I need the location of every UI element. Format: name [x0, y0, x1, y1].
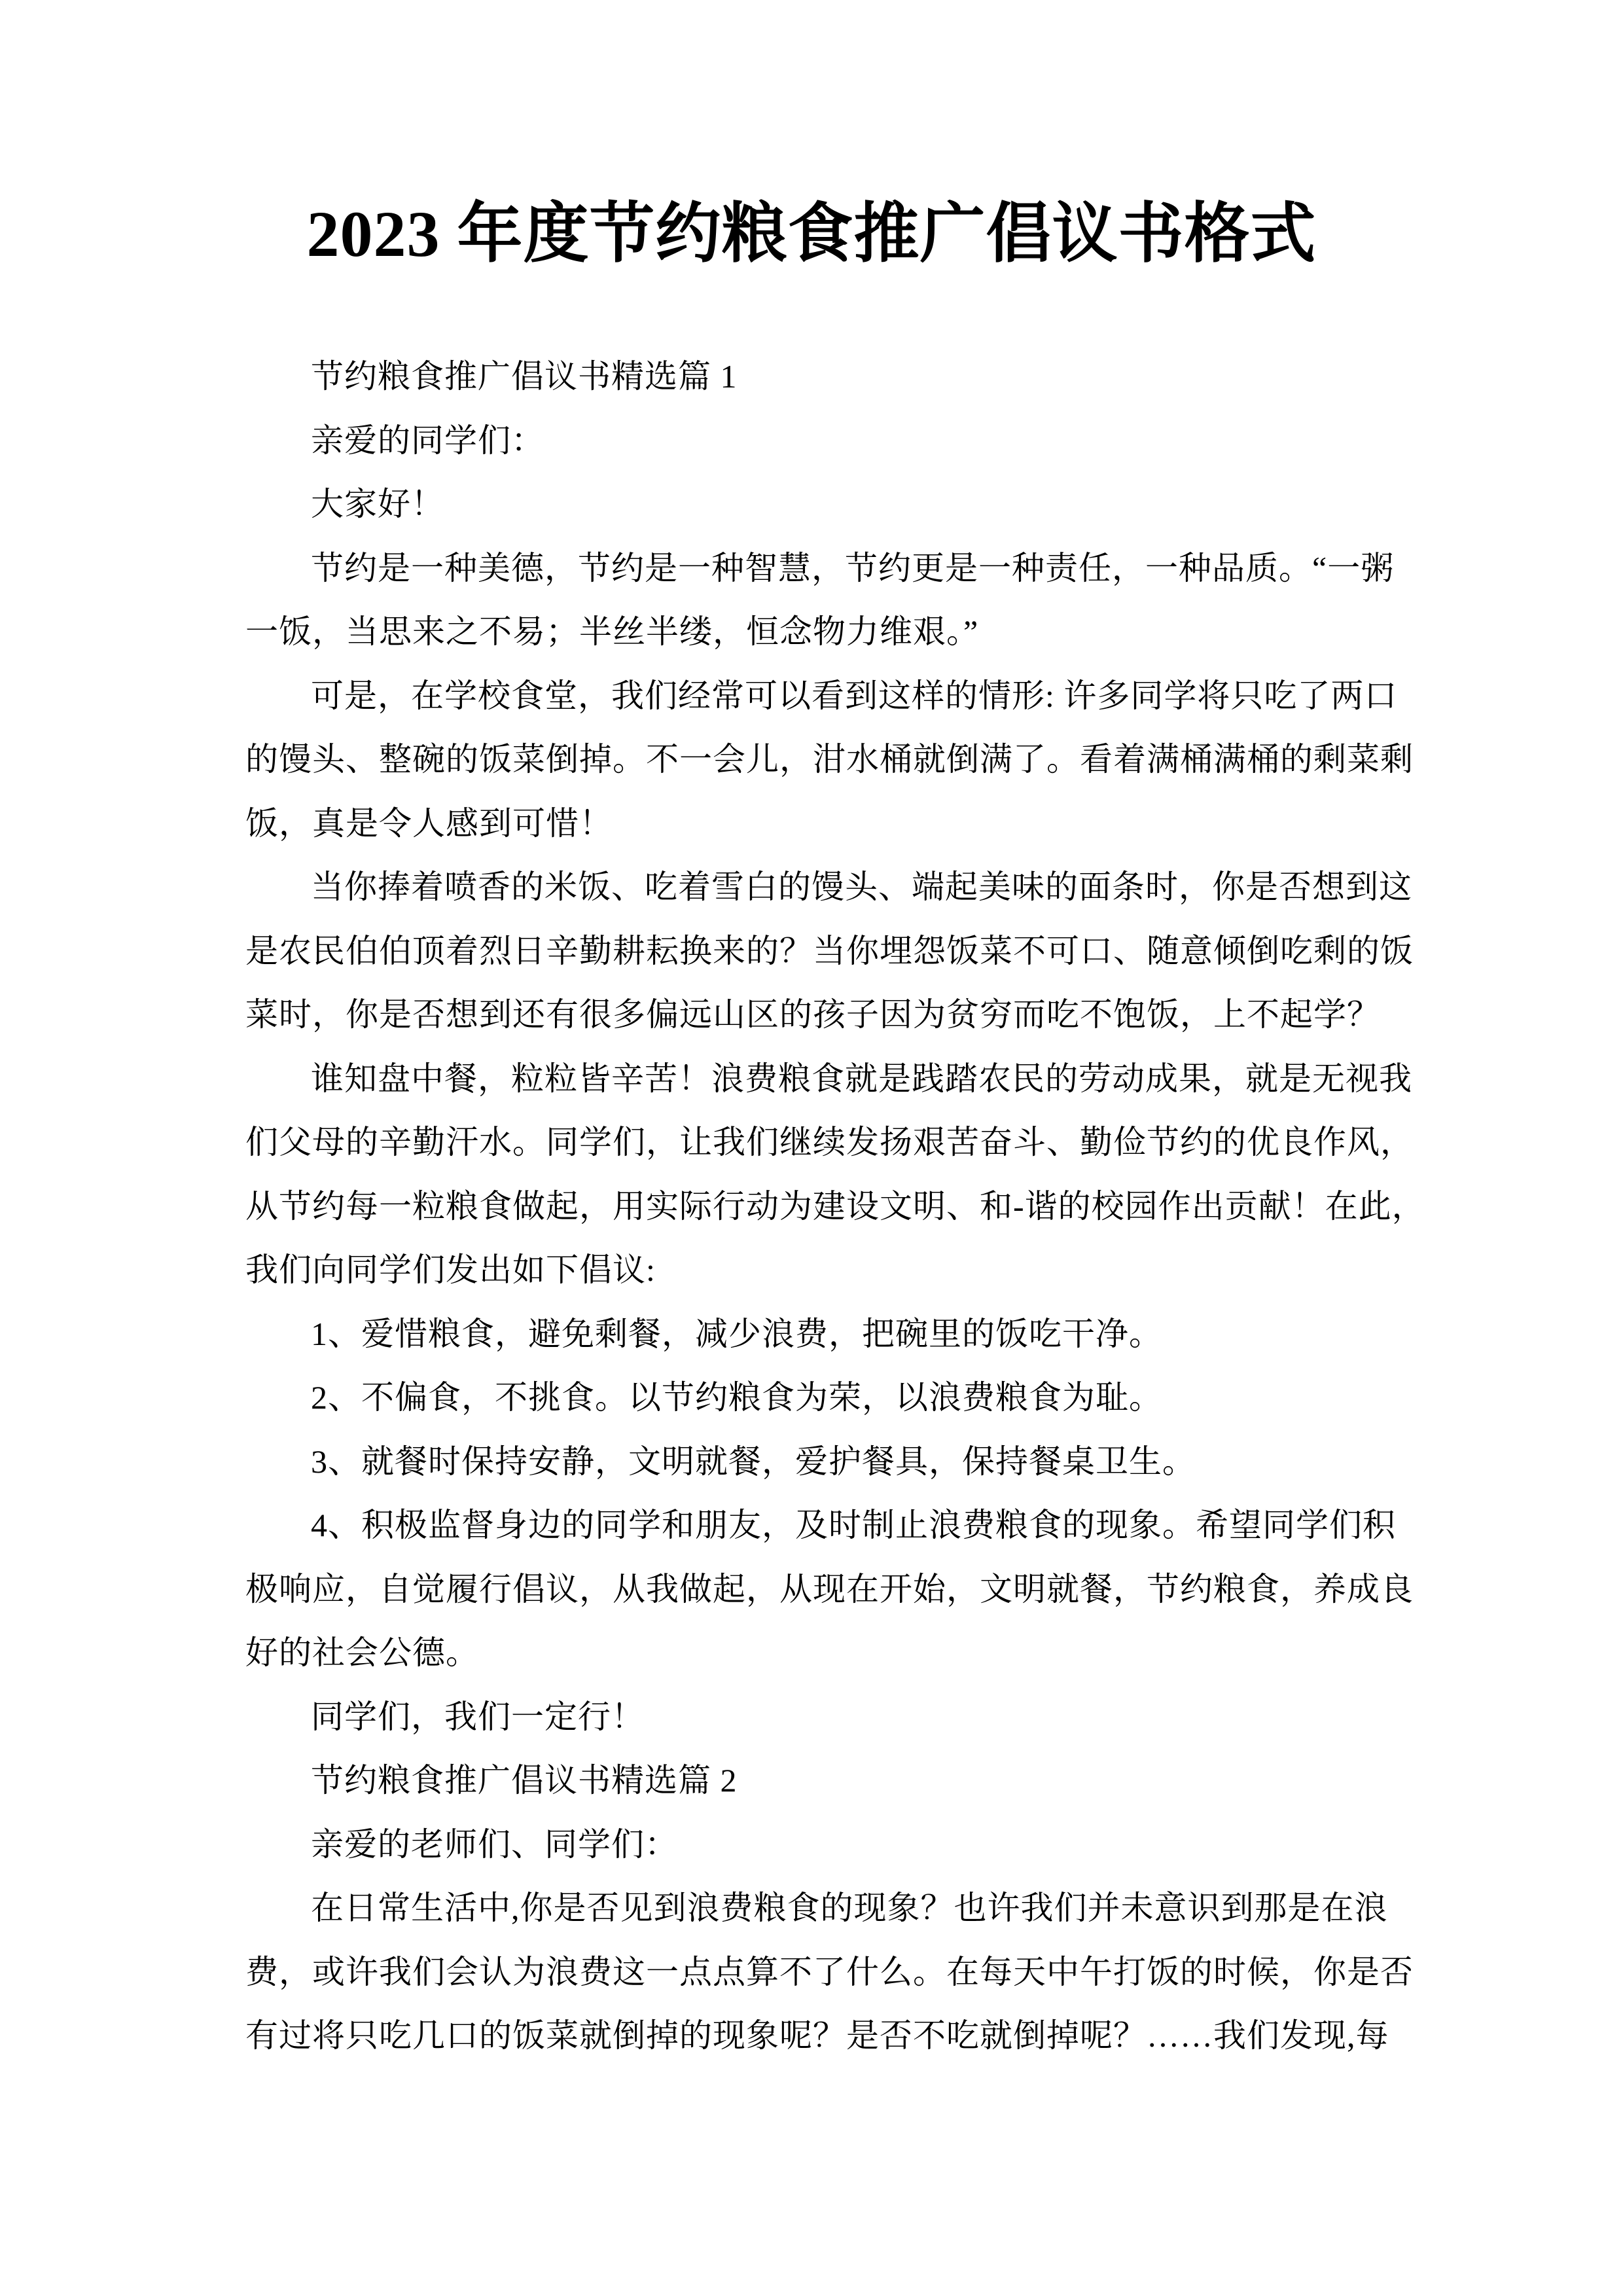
document-title: 2023 年度节约粮食推广倡议书格式 — [306, 198, 1317, 270]
text-line: 费，或许我们会认为浪费这一点点算不了什么。在每天中午打饭的时候，你是否 — [245, 1953, 1414, 1990]
text-line: 饭，真是令人感到可惜！ — [245, 804, 613, 842]
text-line: 当你捧着喷香的米饭、吃着雪白的馒头、端起美味的面条时，你是否想到这 — [311, 869, 1412, 905]
text-line: 极响应，自觉履行倡议，从我做起，从现在开始，文明就餐，节约粮食，养成良 — [245, 1570, 1414, 1607]
text-line: 的馒头、整碗的饭菜倒掉。不一会儿，泔水桶就倒满了。看着满桶满桶的剩菜剩 — [245, 741, 1414, 778]
text-line: 节约是一种美德，节约是一种智慧，节约更是一种责任，一种品质。“一粥 — [311, 549, 1395, 586]
text-line: 亲爱的同学们： — [311, 422, 544, 459]
document-body — [245, 345, 1425, 2068]
text-line: 是农民伯伯顶着烈日辛勤耕耘换来的？当你埋怨饭菜不可口、随意倾倒吃剩的饭 — [245, 932, 1414, 969]
text-line: 2、不偏食，不挑食。以节约粮食为荣，以浪费粮食为耻。 — [311, 1379, 1162, 1416]
text-line: 在日常生活中,你是否见到浪费粮食的现象？也许我们并未意识到那是在浪 — [311, 1890, 1388, 1926]
text-line: 谁知盘中餐，粒粒皆辛苦！浪费粮食就是践踏农民的劳动成果，就是无视我 — [311, 1060, 1412, 1097]
text-line: 菜时，你是否想到还有很多偏远山区的孩子因为贫穷而吃不饱饭，上不起学？ — [245, 996, 1380, 1033]
text-line: 我们向同学们发出如下倡议: — [245, 1251, 656, 1288]
text-line: 同学们，我们一定行！ — [311, 1698, 645, 1735]
text-line: 节约粮食推广倡议书精选篇 2 — [311, 1762, 738, 1799]
text-line: 亲爱的老师们、同学们： — [311, 1825, 678, 1863]
text-line: 3、就餐时保持安静，文明就餐，爱护餐具，保持餐桌卫生。 — [311, 1443, 1196, 1480]
text-line: 们父母的辛勤汗水。同学们，让我们继续发扬艰苦奋斗、勤俭节约的优良作风， — [245, 1124, 1414, 1160]
text-line: 节约粮食推广倡议书精选篇 1 — [311, 358, 738, 395]
text-line: 有过将只吃几口的饭菜就倒掉的现象呢？是否不吃就倒掉呢？……我们发现,每 — [245, 2017, 1389, 2054]
text-line: 从节约每一粒粮食做起，用实际行动为建设文明、和-谐的校园作出贡献！在此， — [245, 1187, 1425, 1225]
text-line: 一饭，当思来之不易；半丝半缕，恒念物力维艰。” — [245, 613, 979, 650]
text-line: 好的社会公德。 — [245, 1634, 479, 1671]
text-line: 大家好！ — [311, 486, 444, 522]
text-line: 可是，在学校食堂，我们经常可以看到这样的情形: 许多同学将只吃了两口 — [311, 677, 1398, 714]
text-line: 4、积极监督身边的同学和朋友，及时制止浪费粮食的现象。希望同学们积 — [311, 1507, 1396, 1543]
text-line: 1、爱惜粮食，避免剩餐，减少浪费，把碗里的饭吃干净。 — [311, 1315, 1162, 1352]
